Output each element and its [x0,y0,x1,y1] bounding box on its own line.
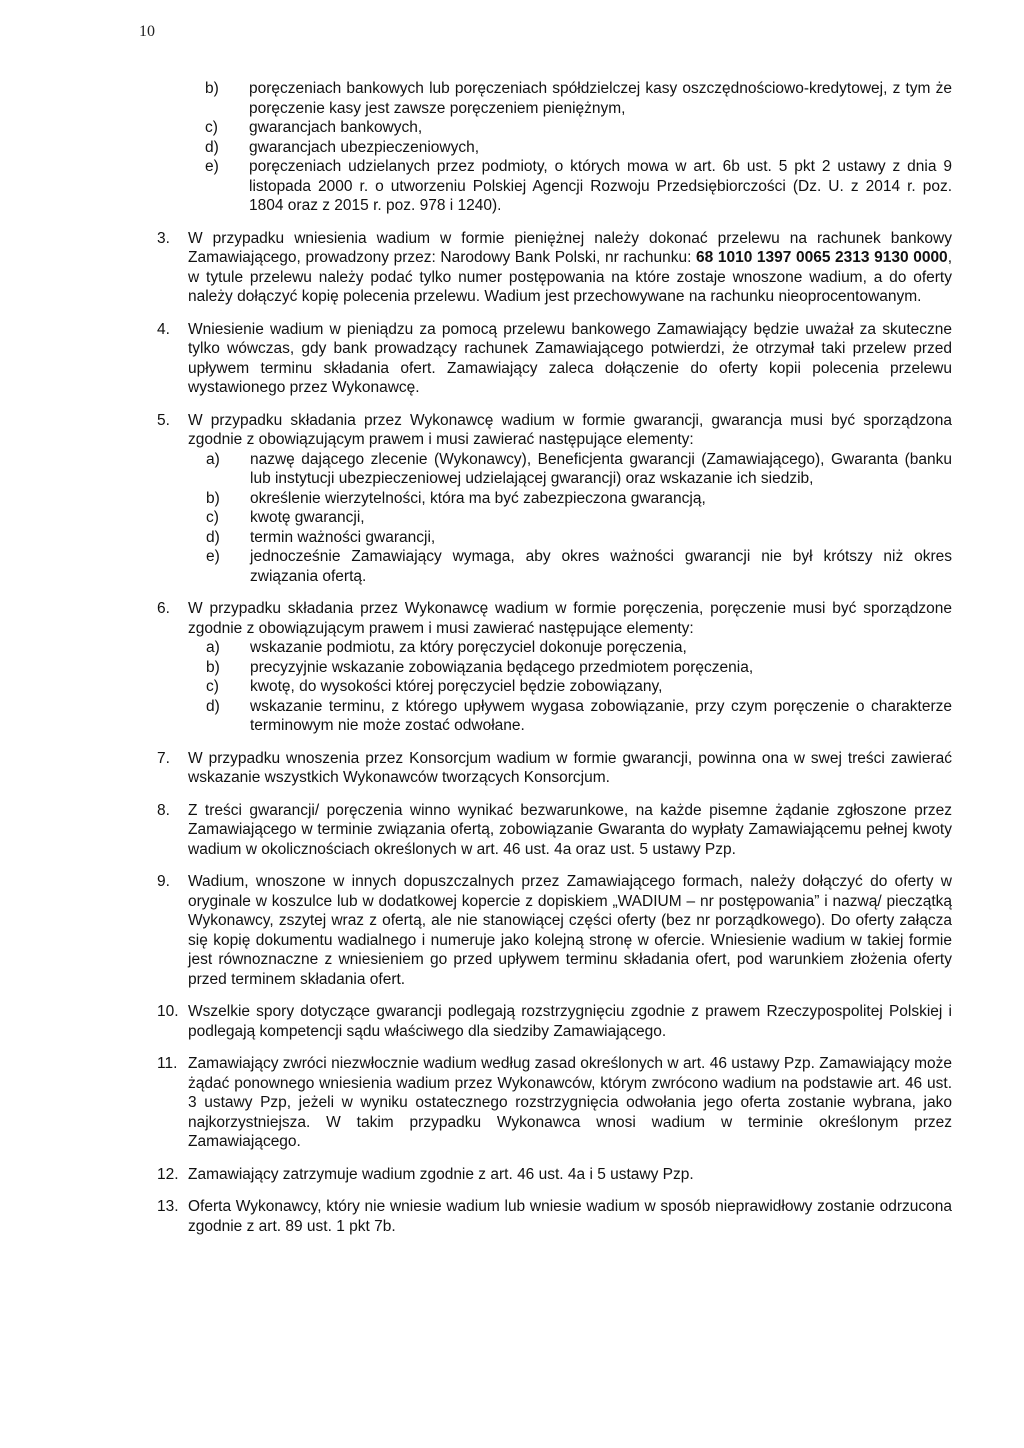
list-item-label: b) [206,658,220,676]
list-item-text: wskazanie podmiotu, za który poręczyciel dokonuje poręczenia, [250,639,687,656]
numbered-item-4 [157,320,952,398]
item-number: 6. [157,600,170,617]
item-text: Z treści gwarancji/ poręczenia winno wynikać bezwarunkowe, na każde pisemne żądanie zgłoszone przez Zamawiającego w terminie związania ofertą, zobowiązanie Gwaranta do wypłaty Zamawiającemu pełnej kwoty wadium w okolicznościach określonych w art. 46 ust. 4a oraz ust. 5 ustawy Pzp. [188,801,952,858]
list-item [206,677,952,697]
list-item-label: e) [205,158,219,175]
list-item-text: poręczeniach udzielanych przez podmioty, o których mowa w art. 6b ust. 5 pkt 2 ustawy z dnia 9 listopada 2000 r. o utworzeniu Polskiej Agencji Rozwoju Przedsiębiorczości (Dz. U. z 2014 r. poz. 1804 oraz z 2015 r. poz. 978 i 1240). [249,158,952,214]
list-item [206,658,952,678]
item-text: W przypadku składania przez Wykonawcę wadium w formie gwarancji, gwarancja musi być sporządzona zgodnie z obowiązującym prawem i musi zawierać następujące elementy: [188,411,952,448]
item-text: Wszelkie spory dotyczące gwarancji podlegają rozstrzygnięciu zgodnie z prawem Rzeczypospolitej Polskiej i podlegają kompetencji sądu właściwego dla siedziby Zamawiającego. [188,1003,952,1040]
item-number: 9. [157,873,170,890]
list-item-label: b) [205,80,219,97]
top-sublist [205,79,952,216]
list-item-label: c) [206,509,219,526]
item-text: Oferta Wykonawcy, który nie wniesie wadium lub wniesie wadium w sposób nieprawidłowy zostanie odrzucona zgodnie z art. 89 ust. 1 pkt 7b. [188,1198,952,1235]
numbered-item-10 [157,1002,952,1041]
item-text: Wadium, wnoszone w innych dopuszczalnych przez Zamawiającego formach, należy dołączyć do oferty w oryginale w koszulce lub w dodatkowej kopercie z dopiskiem „WADIUM – nr postępowania” i nazwą/ pieczątką Wykonawcy, zszytej wraz z ofertą, ale nie stanowiącej części oferty (bez nr porządkowego). Do oferty załącza się kopię dokumentu wadialnego i numeruje jako kolejną stronę w ofercie. Wniesienie wadium w takiej formie jest równoznaczne z wniesieniem go przed upływem terminu składania ofert, pod warunkiem złożenia oferty przed terminem składania ofert. [188,873,952,988]
list-item-text: gwarancjach bankowych, [249,119,423,136]
list-item-text: precyzyjnie wskazanie zobowiązania będącego przedmiotem poręczenia, [250,658,754,676]
list-item-text: określenie wierzytelności, która ma być zabezpieczona gwarancją, [250,489,706,507]
list-item [206,450,952,489]
list-item-text: kwotę, do wysokości której poręczyciel będzie zobowiązany, [250,678,663,695]
page-number: 10 [139,23,155,40]
item-number: 8. [157,801,170,819]
list-item-text: termin ważności gwarancji, [250,528,436,546]
item-text: W przypadku wnoszenia przez Konsorcjum wadium w formie gwarancji, powinna ona w swej treści zawierać wskazanie wszystkich Wykonawców tworzących Konsorcjum. [188,749,952,786]
list-item [205,157,952,216]
numbered-item-6 [157,599,952,736]
list-item [206,508,952,528]
document-body [157,79,952,1236]
item-text: Zamawiający zwróci niezwłocznie wadium według zasad określonych w art. 46 ustawy Pzp. Zamawiający może żądać ponownego wniesienia wadium przez Wykonawców, którym zwrócono wadium na podstawie art. 46 ust. 3 ustawy Pzp, jeżeli w wyniku ostatecznego rozstrzygnięcia odwołania jego oferta zostanie wybrana, jako najkorzystniejsza. W takim przypadku Wykonawca wnosi wadium w terminie określonym przez Zamawiającego. [188,1055,952,1150]
list-item [205,79,952,118]
list-item [206,528,952,548]
list-item [205,138,952,158]
list-item-text: gwarancjach ubezpieczeniowych, [249,138,480,156]
list-item-label: d) [206,528,220,546]
item-text: W przypadku składania przez Wykonawcę wadium w formie poręczenia, poręczenie musi być sporządzone zgodnie z obowiązującym prawem i musi zawierać następujące elementy: [188,600,952,637]
numbered-item-7 [157,749,952,788]
numbered-item-11 [157,1054,952,1152]
list-item-text: poręczeniach bankowych lub poręczeniach spółdzielczej kasy oszczędnościowo-kredytowej, z tym że poręczenie kasy jest zawsze poręczeniem pieniężnym, [249,80,952,117]
numbered-item-9 [157,872,952,989]
list-item-label: c) [205,119,218,136]
list-item [206,489,952,509]
item-number: 4. [157,320,170,338]
item-text: , w tytule przelewu należy podać tylko numer postępowania na które zostaje wnoszone wadium, a do oferty należy dołączyć kopię polecenia przelewu. Wadium jest przechowywane na rachunku nieoprocentowanym. [188,249,952,305]
list-item-label: d) [206,697,220,715]
numbered-item-12 [157,1165,952,1185]
list-item-text: wskazanie terminu, z którego upływem wygasa zobowiązanie, przy czym poręczenie o charakterze terminowym nie może zostać odwołane. [250,697,952,734]
list-item [206,547,952,586]
numbered-item-13 [157,1197,952,1236]
list-item [206,697,952,736]
item-number: 13. [157,1198,179,1215]
list-item-label: a) [206,639,220,656]
item-body [188,229,952,307]
numbered-item-5 [157,411,952,587]
item-text: Wniesienie wadium w pieniądzu za pomocą przelewu bankowego Zamawiający będzie uważał za skuteczne tylko wówczas, gdy bank prowadzący rachunek Zamawiającego potwierdzi, że otrzymał taki przelew przed upływem terminu składania ofert. Zamawiający zaleca dołączenie do oferty kopii polecenia przelewu wystawionego przez Wykonawcę. [188,320,952,396]
nested-list [206,450,952,587]
item-number: 5. [157,411,170,429]
list-item-text: nazwę dającego zlecenie (Wykonawcy), Beneficjenta gwarancji (Zamawiającego), Gwaranta (banku lub instytucji ubezpieczeniowej udzielającej gwarancji) oraz wskazanie ich siedzib, [250,450,952,487]
item-number: 12. [157,1165,179,1183]
item-body [188,599,952,736]
bank-account-number: 68 1010 1397 0065 2313 9130 0000 [696,249,948,266]
item-text: Zamawiający zatrzymuje wadium zgodnie z art. 46 ust. 4a i 5 ustawy Pzp. [188,1165,694,1183]
list-item-label: c) [206,678,219,695]
list-item-label: d) [205,138,219,156]
list-item-label: b) [206,489,220,507]
list-item-text: kwotę gwarancji, [250,509,365,526]
list-item-label: e) [206,548,220,565]
item-number: 7. [157,749,170,767]
item-number: 3. [157,229,170,247]
nested-list [206,638,952,736]
list-item [206,638,952,658]
item-number: 10. [157,1003,179,1020]
numbered-item-3 [157,229,952,307]
item-body [188,411,952,587]
list-item-text: jednocześnie Zamawiający wymaga, aby okres ważności gwarancji nie był krótszy niż okres związania ofertą. [250,548,952,585]
list-item-label: a) [206,450,220,468]
numbered-item-8 [157,801,952,860]
list-item [205,118,952,138]
item-text: W przypadku wniesienia wadium w formie pieniężnej należy dokonać przelewu na rachunek bankowy Zamawiającego, prowadzony przez: Narodowy Bank Polski, nr rachunku: [188,229,952,266]
item-number: 11. [157,1055,178,1072]
